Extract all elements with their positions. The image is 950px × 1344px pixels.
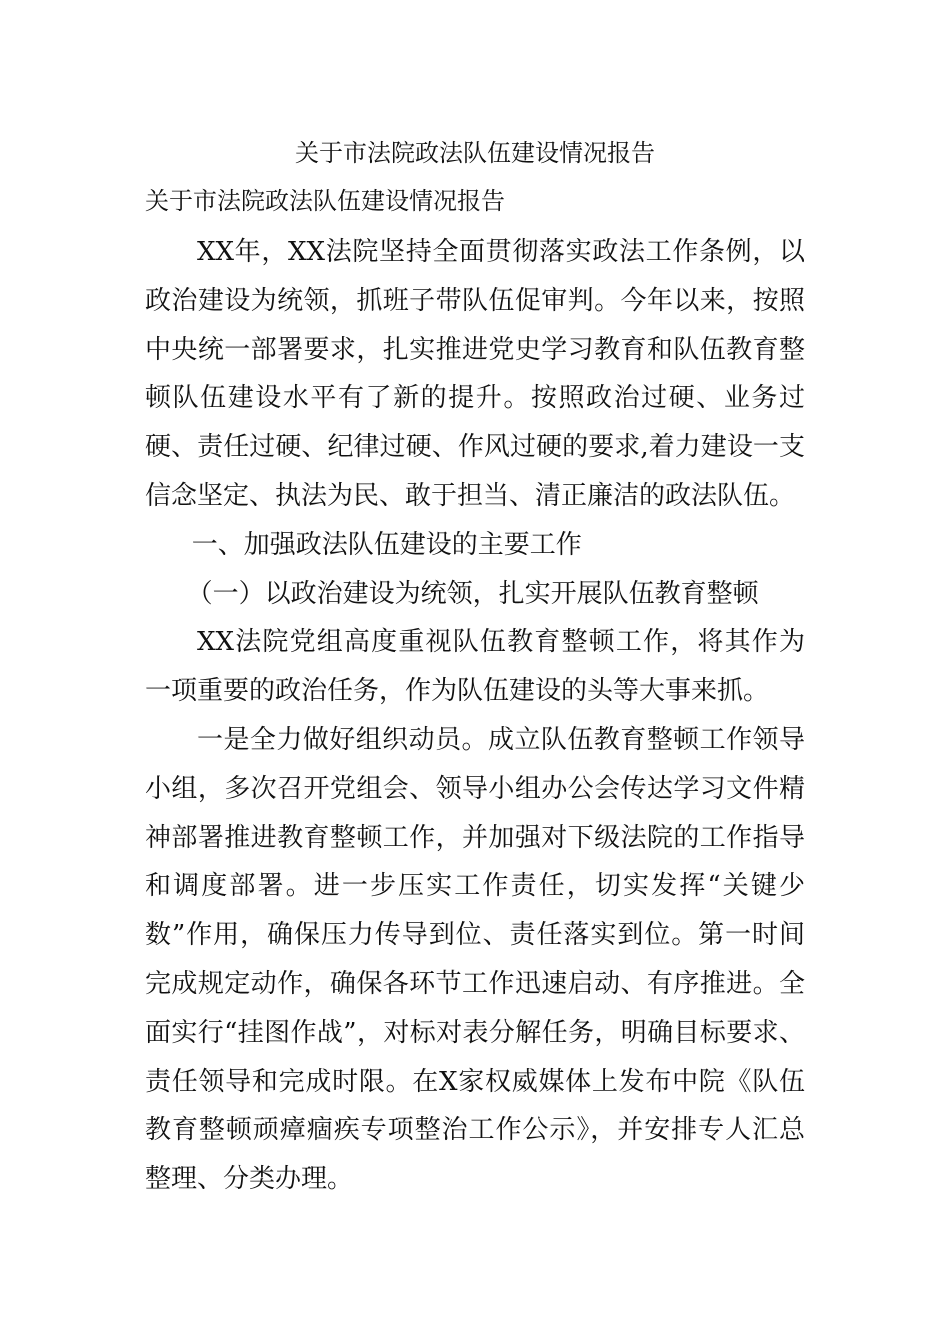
paragraph-intro: XX年，XX法院坚持全面贯彻落实政法工作条例，以政治建设为统领，抓班子带队伍促审判。今年以来，按照中央统一部署要求，扎实推进党史学习教育和队伍教育整顿队伍建设水平有了新的提升。按照政治过硬、业务过硬、责任过硬、纪律过硬、作风过硬的要求,着力建设一支信念坚定、执法为民、敢于担当、清正廉洁的政法队伍。 [145,237,805,511]
document-subtitle: 关于市法院政法队伍建设情况报告 [145,187,505,215]
document-body [145,228,805,1204]
paragraph-party-group: XX法院党组高度重视队伍教育整顿工作，将其作为一项重要的政治任务，作为队伍建设的头等大事来抓。 [145,627,805,707]
document-title: 关于市法院政法队伍建设情况报告 [295,139,655,167]
subsection-heading: （一）以政治建设为统领，扎实开展队伍教育整顿 [186,578,759,609]
paragraph-mobilization: 一是全力做好组织动员。成立队伍教育整顿工作领导小组，多次召开党组会、领导小组办公会传达学习文件精神部署推进教育整顿工作，并加强对下级法院的工作指导和调度部署。进一步压实工作责任，切实发挥“关键少数”作用，确保压力传导到位、责任落实到位。第一时间完成规定动作，确保各环节工作迅速启动、有序推进。全面实行“挂图作战”，对标对表分解任务，明确目标要求、责任领导和完成时限。在X家权威媒体上发布中院《队伍教育整顿顽瘴痼疾专项整治工作公示》，并安排专人汇总整理、分类办理。 [145,724,805,1195]
section-heading: 一、加强政法队伍建设的主要工作 [191,529,582,560]
